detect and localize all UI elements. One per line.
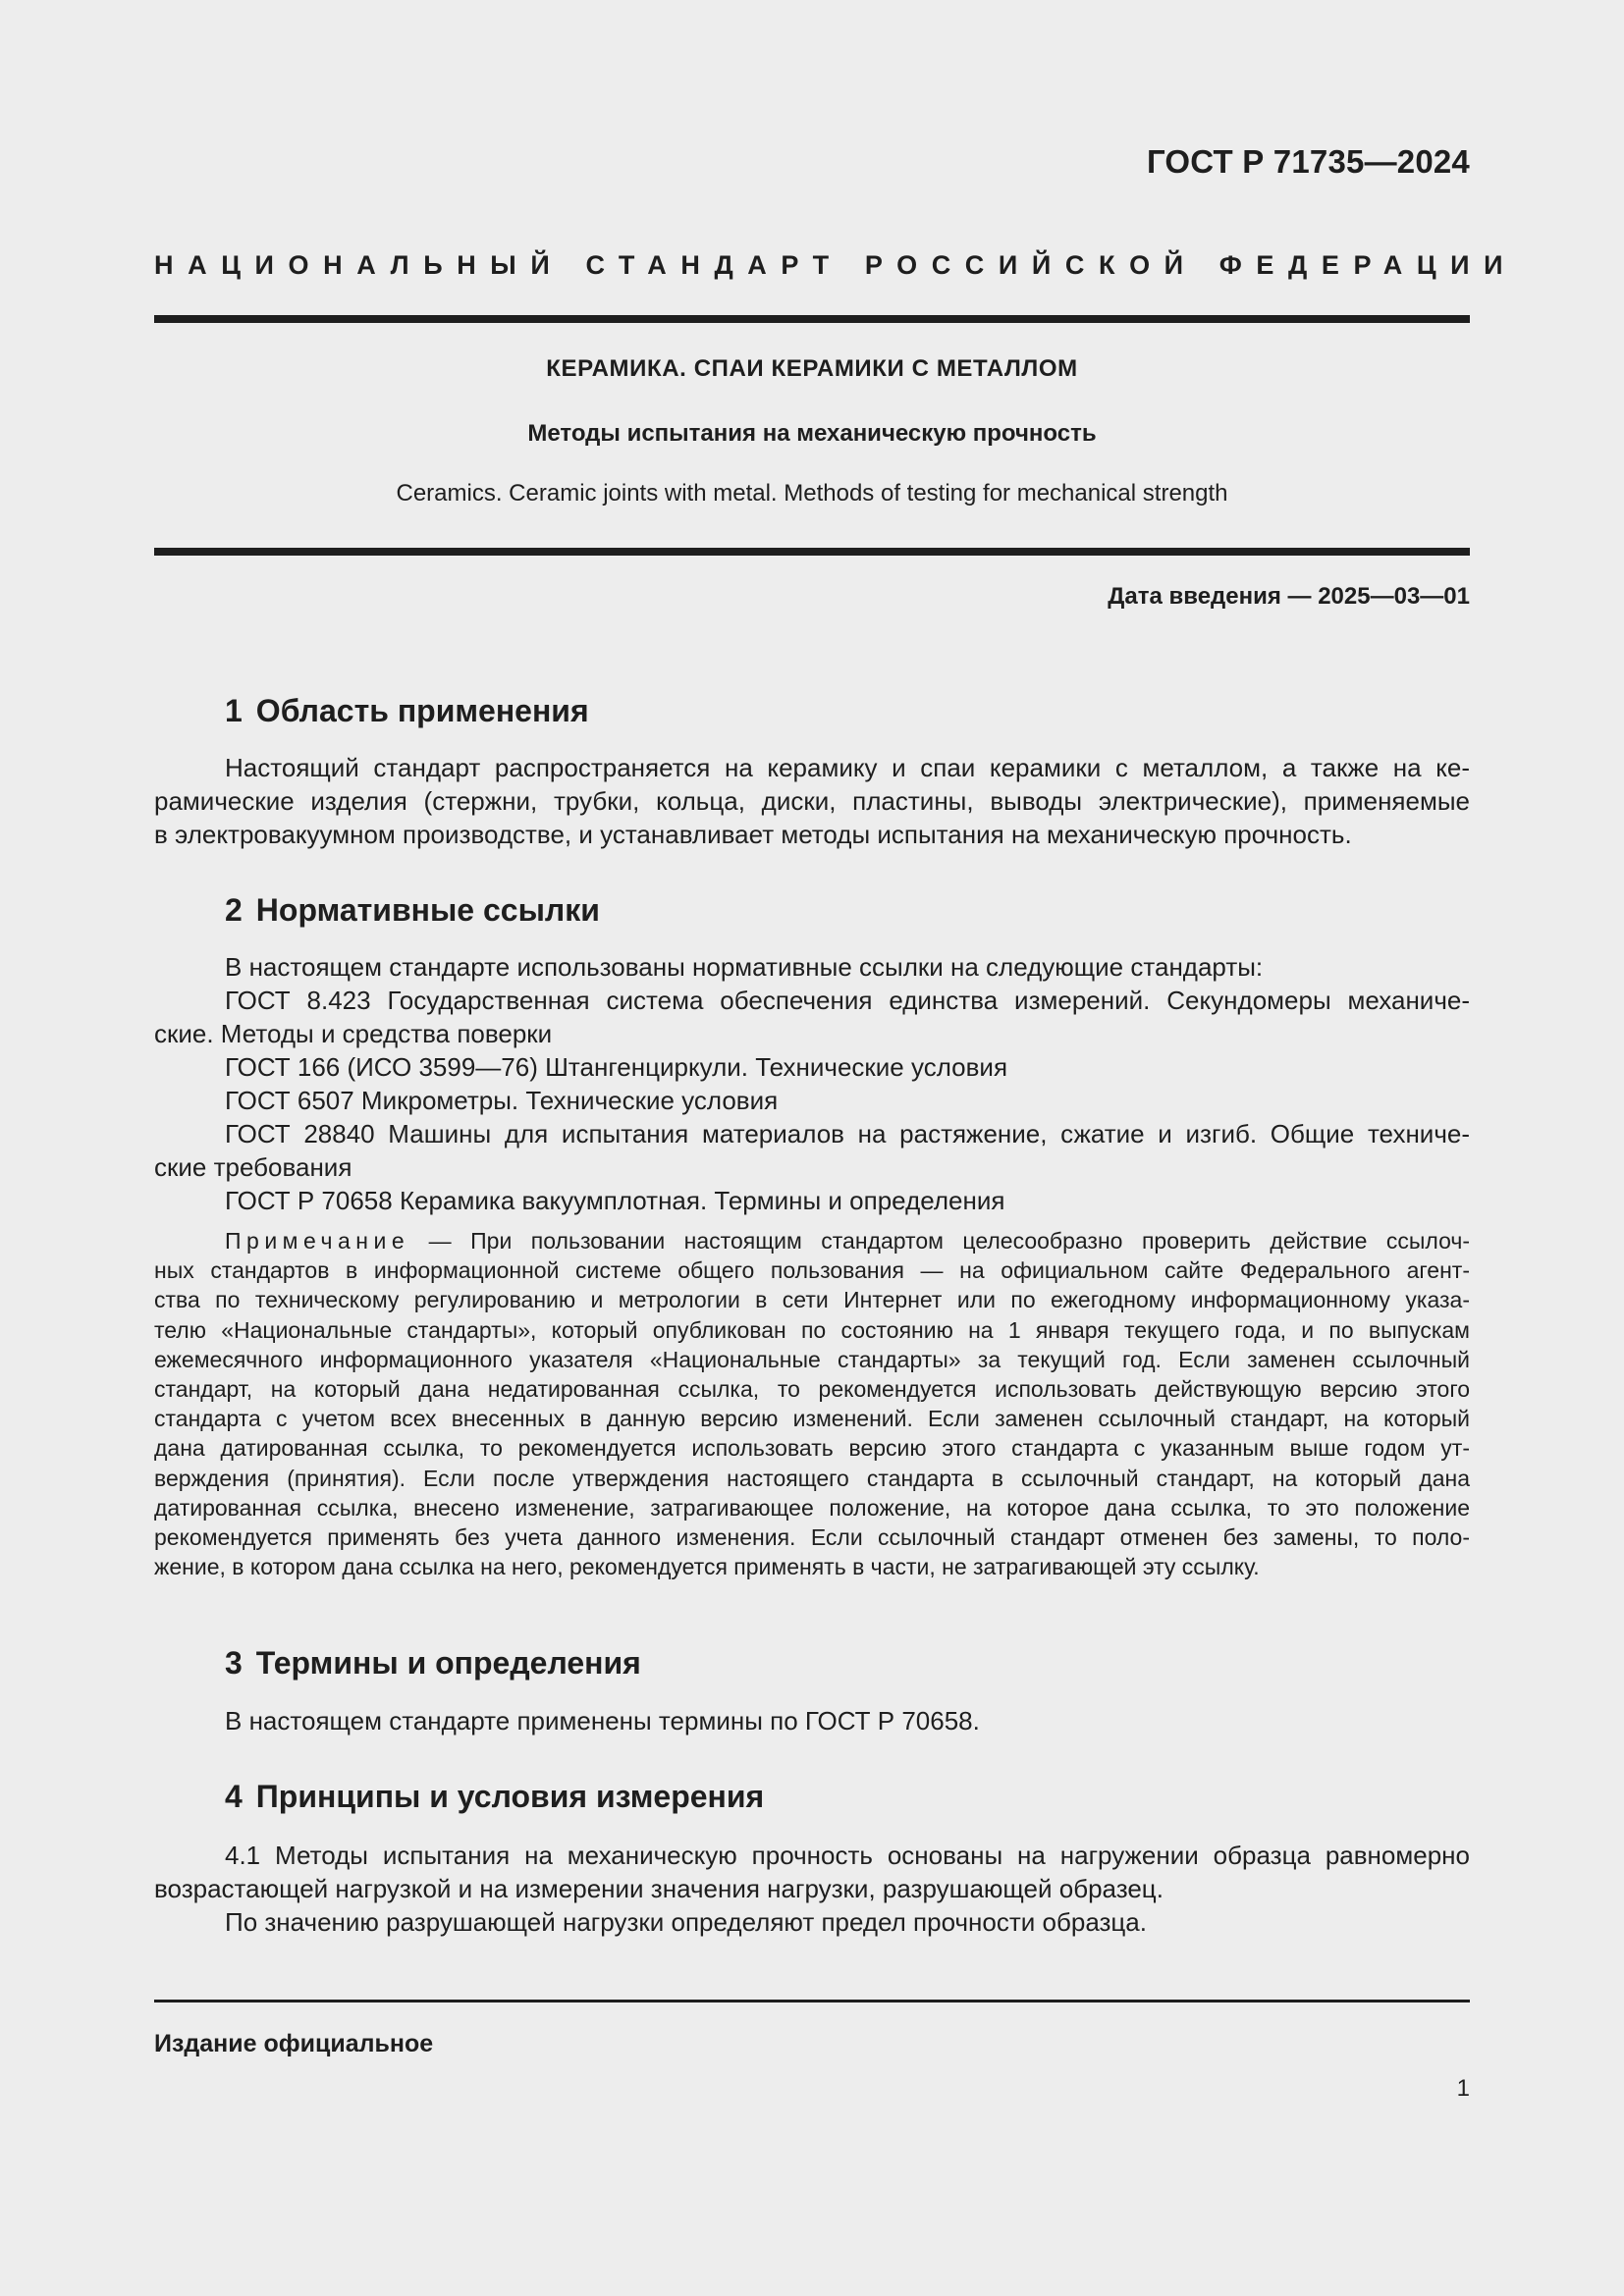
reference-line: ГОСТ 166 (ИСО 3599—76) Штангенциркули. Технические условия — [225, 1052, 1008, 1082]
text-line: По значению разрушающей нагрузки определяют предел прочности образца. — [225, 1907, 1147, 1937]
section-number: 3 — [225, 1645, 243, 1681]
document-title-english: Ceramics. Ceramic joints with metal. Methods of testing for mechanical strength — [396, 480, 1228, 507]
reference-line: ские требования — [154, 1152, 352, 1182]
document-number: ГОСТ Р 71735—2024 — [1146, 143, 1470, 180]
section-3-heading — [225, 1645, 641, 1682]
note-line — [154, 1226, 1470, 1255]
text-line: в электровакуумном производстве, и устанавливает методы испытания на механическую прочность. — [154, 820, 1352, 849]
note-line: ежемесячного информационного указателя «Национальные стандарты» за текущий год. Если заменен ссылочный — [154, 1346, 1470, 1372]
note-line: дана датированная ссылка, то рекомендуется использовать версию этого стандарта с указанным выше годом ут- — [154, 1435, 1470, 1462]
note-line: стандарта с учетом всех внесенных в данную версию изменений. Если заменен ссылочный стандарт, на который — [154, 1406, 1470, 1432]
text-line: рамические изделия (стержни, трубки, кольца, диски, пластины, выводы электрические), применяемые — [154, 786, 1470, 816]
text-line: Настоящий стандарт распространяется на керамику и спаи керамики с металлом, а также на ке- — [225, 753, 1470, 782]
note-line: датированная ссылка, внесено изменение, затрагивающее положение, на которое дана ссылка, то это положение — [154, 1494, 1470, 1521]
text-line: В настоящем стандарте применены термины по ГОСТ Р 70658. — [225, 1706, 980, 1735]
note-line: стандарт, на который дана недатированная ссылка, то рекомендуется использовать действующую версию этого — [154, 1376, 1470, 1403]
reference-line: ГОСТ 28840 Машины для испытания материалов на растяжение, сжатие и изгиб. Общие техниче- — [225, 1119, 1470, 1148]
note-line: ных стандартов в информационной системе общего пользования — на официальном сайте Федерального агент- — [154, 1257, 1470, 1284]
text-line: В настоящем стандарте использованы нормативные ссылки на следующие стандарты: — [225, 952, 1264, 982]
footer-rule — [154, 2000, 1470, 2002]
note-label: Примечание — [225, 1228, 410, 1254]
note-block — [154, 1226, 1470, 1581]
section-1-text — [154, 751, 1470, 851]
section-number: 1 — [225, 693, 243, 728]
title-rule — [154, 548, 1470, 556]
section-title: Область применения — [255, 693, 589, 728]
page-number: 1 — [1456, 2075, 1470, 2102]
text-line: 4.1 Методы испытания на механическую прочность основаны на нагружении образца равномерно — [225, 1841, 1470, 1870]
national-standard-header: НАЦИОНАЛЬНЫЙ СТАНДАРТ РОССИЙСКОЙ ФЕДЕРАЦИИ — [154, 250, 1518, 280]
section-number: 2 — [225, 892, 243, 928]
section-4-text — [154, 1839, 1470, 1939]
reference-line: ские. Методы и средства поверки — [154, 1019, 553, 1048]
header-rule — [154, 315, 1470, 323]
reference-line: ГОСТ Р 70658 Керамика вакуумплотная. Термины и определения — [225, 1186, 1005, 1215]
note-line: жение, в котором дана ссылка на него, рекомендуется применять в части, не затрагивающей эту ссылку. — [154, 1554, 1260, 1580]
section-2-text — [154, 950, 1470, 1217]
note-line: верждения (принятия). Если после утверждения настоящего стандарта в ссылочный стандарт, на который дана — [154, 1465, 1470, 1491]
reference-line: ГОСТ 6507 Микрометры. Технические условия — [225, 1086, 779, 1115]
section-title: Термины и определения — [255, 1645, 641, 1681]
section-number: 4 — [225, 1779, 243, 1814]
note-text: — При пользовании настоящим стандартом целесообразно проверить действие ссылоч- — [409, 1228, 1470, 1254]
document-title: КЕРАМИКА. СПАИ КЕРАМИКИ С МЕТАЛЛОМ — [546, 355, 1078, 382]
section-2-heading — [225, 892, 600, 929]
section-title: Принципы и условия измерения — [255, 1779, 765, 1814]
note-line: ства по техническому регулированию и метрологии в сети Интернет или по ежегодному информационному указа- — [154, 1287, 1470, 1313]
note-line: телю «Национальные стандарты», который опубликован по состоянию на 1 января текущего года, и по выпускам — [154, 1316, 1470, 1343]
note-line: рекомендуется применять без учета данного изменения. Если ссылочный стандарт отменен без замены, то поло- — [154, 1524, 1470, 1551]
section-title: Нормативные ссылки — [255, 892, 600, 928]
document-subtitle: Методы испытания на механическую прочность — [527, 420, 1097, 447]
reference-line: ГОСТ 8.423 Государственная система обеспечения единства измерений. Секундомеры механиче- — [225, 986, 1470, 1015]
section-3-text — [154, 1704, 1470, 1737]
text-line: возрастающей нагрузкой и на измерении значения нагрузки, разрушающей образец. — [154, 1874, 1164, 1903]
official-edition-label: Издание официальное — [154, 2030, 434, 2057]
introduction-date: Дата введения — 2025—03—01 — [1108, 583, 1470, 610]
section-4-heading — [225, 1779, 764, 1815]
section-1-heading — [225, 693, 589, 729]
